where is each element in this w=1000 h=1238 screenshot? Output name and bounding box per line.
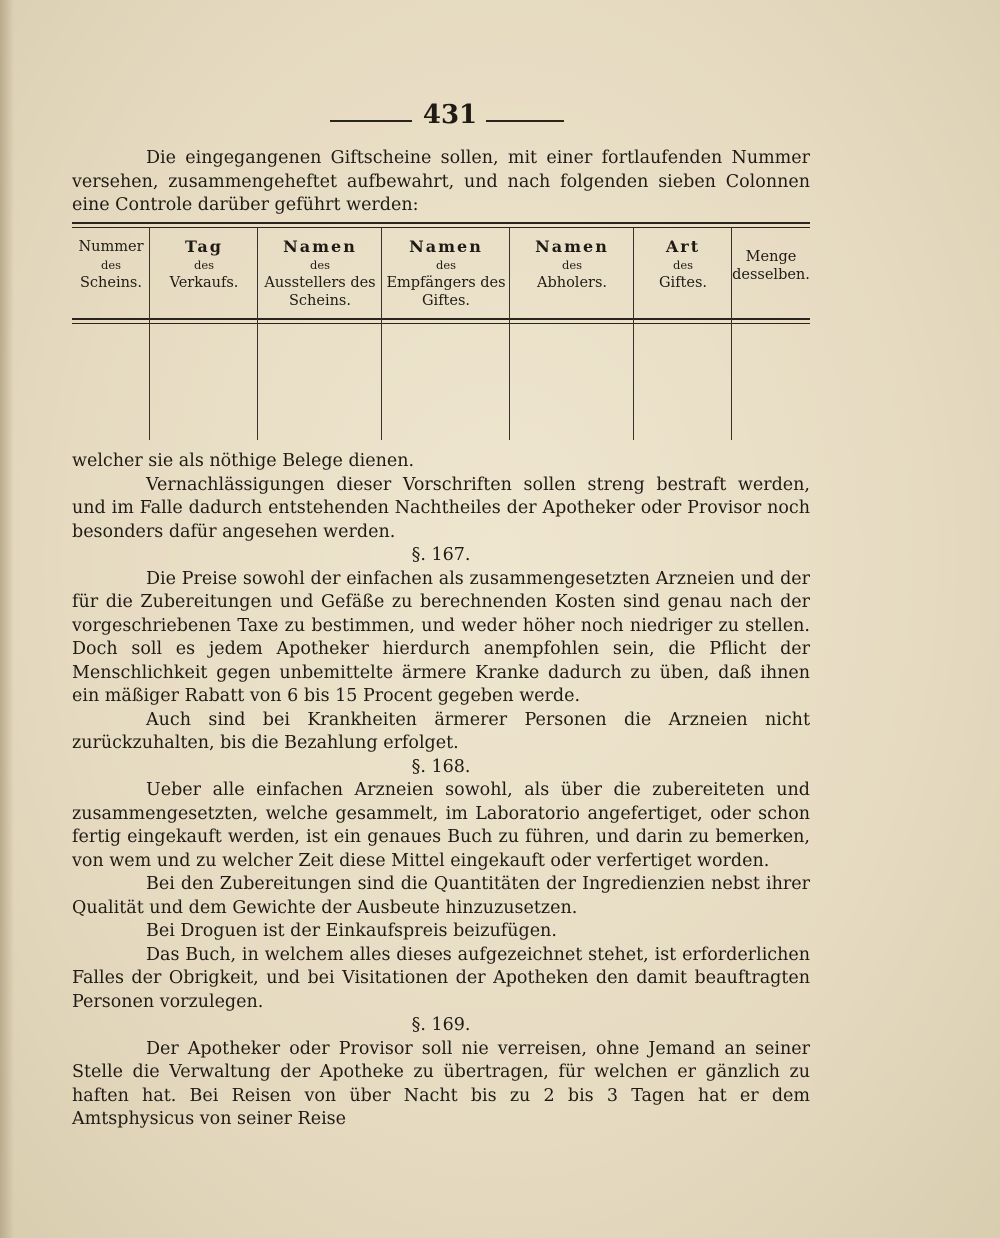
section-167-paragraph-1: Die Preise sowohl der einfachen als zusammengesetzten Arzneien und der für die Zubereitungen und Gefäße zu berechnenden Kosten sind genau nach der vorgeschriebenen Taxe zu bestimmen, und weder höher noch niedriger zu stellen. Doch soll es jedem Apotheker hierdurch anempfohlen sein, die Pflicht der Menschlichkeit gegen unbemittelte ärmere Kranke dadurch zu üben, daß ihnen ein mäßiger Rabatt von 6 bis 15 Procent gegeben werde. [72, 568, 810, 706]
section-167-heading: §. 167. [411, 545, 471, 565]
column-header-detail: desselben. [732, 267, 810, 283]
page-number: 431 [422, 100, 478, 130]
column-header [510, 238, 634, 292]
column-header-sub: des [309, 258, 331, 272]
penalties-paragraph: Vernachlässigungen dieser Vorschriften sollen streng bestraft werden, und im Falle dadurch entstehenden Nachtheiles der Apotheker oder Provisor noch besonders dafür angesehen werden. [72, 474, 810, 542]
section-168-paragraph-2: Bei den Zubereitungen sind die Quantitäten der Ingredienzien nebst ihrer Qualität und dem Gewichte der Ausbeute hinzuzusetzen. [72, 874, 810, 918]
column-header-title: Art [665, 237, 701, 256]
section-168-paragraph-1: Ueber alle einfachen Arzneien sowohl, als über die zubereiteten und zusammengesetzten, welche gesammelt, im Laboratorio angefertiget, oder schon fertig eingekauft werden, ist ein genaues Buch zu führen, und darin zu bemerken, von wem und zu welcher Zeit diese Mittel eingekauft oder verfertiget worden. [72, 780, 810, 871]
table-column [382, 228, 510, 440]
column-header-sub: des [435, 258, 457, 272]
section-169-heading: §. 169. [411, 1015, 471, 1035]
intro-block [72, 147, 810, 218]
section-168-heading: §. 168. [411, 756, 471, 777]
header-rule-left [330, 120, 412, 122]
column-header-sub: des [561, 258, 583, 272]
table-column [258, 228, 382, 440]
column-header-sub: des [672, 258, 694, 272]
column-header [258, 238, 382, 310]
table-column [634, 228, 732, 440]
column-header-title: Namen [409, 237, 483, 256]
header-rule-right [486, 120, 564, 122]
column-header [732, 248, 810, 284]
section-168-paragraph-4: Das Buch, in welchem alles dieses aufgezeichnet stehet, ist erforderlichen Falles der Obrigkeit, und bei Visitationen der Apotheken den damit beauftragten Personen vorzulegen. [72, 944, 810, 1012]
column-header-sub: des [100, 258, 122, 272]
table-column [72, 228, 150, 440]
after-table-line: welcher sie als nöthige Belege dienen. [72, 451, 415, 471]
intro-paragraph: Die eingegangenen Giftscheine sollen, mit einer fortlaufenden Nummer versehen, zusammengeheftet aufbewahrt, und nach folgenden sieben Colonnen eine Controle darüber geführt werden: [72, 148, 810, 215]
column-header [382, 238, 510, 310]
page-spine-shadow [0, 0, 14, 1238]
column-header-detail: Ausstellers des Scheins. [264, 275, 376, 309]
section-167-paragraph-2: Auch sind bei Krankheiten ärmerer Personen die Arzneien nicht zurückzuhalten, bis die Bezahlung erfolget. [72, 709, 810, 753]
column-header-detail: Verkaufs. [169, 275, 239, 291]
column-header-title: Menge [745, 249, 797, 265]
column-header-title: Nummer [78, 239, 144, 255]
table-column [510, 228, 634, 440]
column-header-detail: Empfängers des Giftes. [386, 275, 506, 309]
column-header-title: Namen [283, 237, 357, 256]
column-header-title: Tag [185, 237, 223, 256]
column-header-detail: Giftes. [658, 275, 708, 291]
column-header-detail: Scheins. [79, 275, 142, 291]
column-header [634, 238, 732, 292]
poison-control-table [72, 222, 810, 444]
column-header-title: Namen [535, 237, 609, 256]
table-column [150, 228, 258, 440]
table-column [732, 228, 810, 440]
body-text [72, 450, 810, 1132]
page-header [0, 98, 1000, 138]
column-header-sub: des [193, 258, 215, 272]
section-169-paragraph-1: Der Apotheker oder Provisor soll nie verreisen, ohne Jemand an seiner Stelle die Verwaltung der Apotheke zu übertragen, für welchen er gänzlich zu haften hat. Bei Reisen von über Nacht bis zu 2 bis 3 Tagen hat er dem Amtsphysicus von seiner Reise [72, 1038, 810, 1129]
column-header [72, 238, 150, 292]
column-header [150, 238, 258, 292]
column-header-detail: Abholers. [536, 275, 608, 291]
section-168-paragraph-3: Bei Droguen ist der Einkaufspreis beizufügen. [146, 921, 557, 941]
